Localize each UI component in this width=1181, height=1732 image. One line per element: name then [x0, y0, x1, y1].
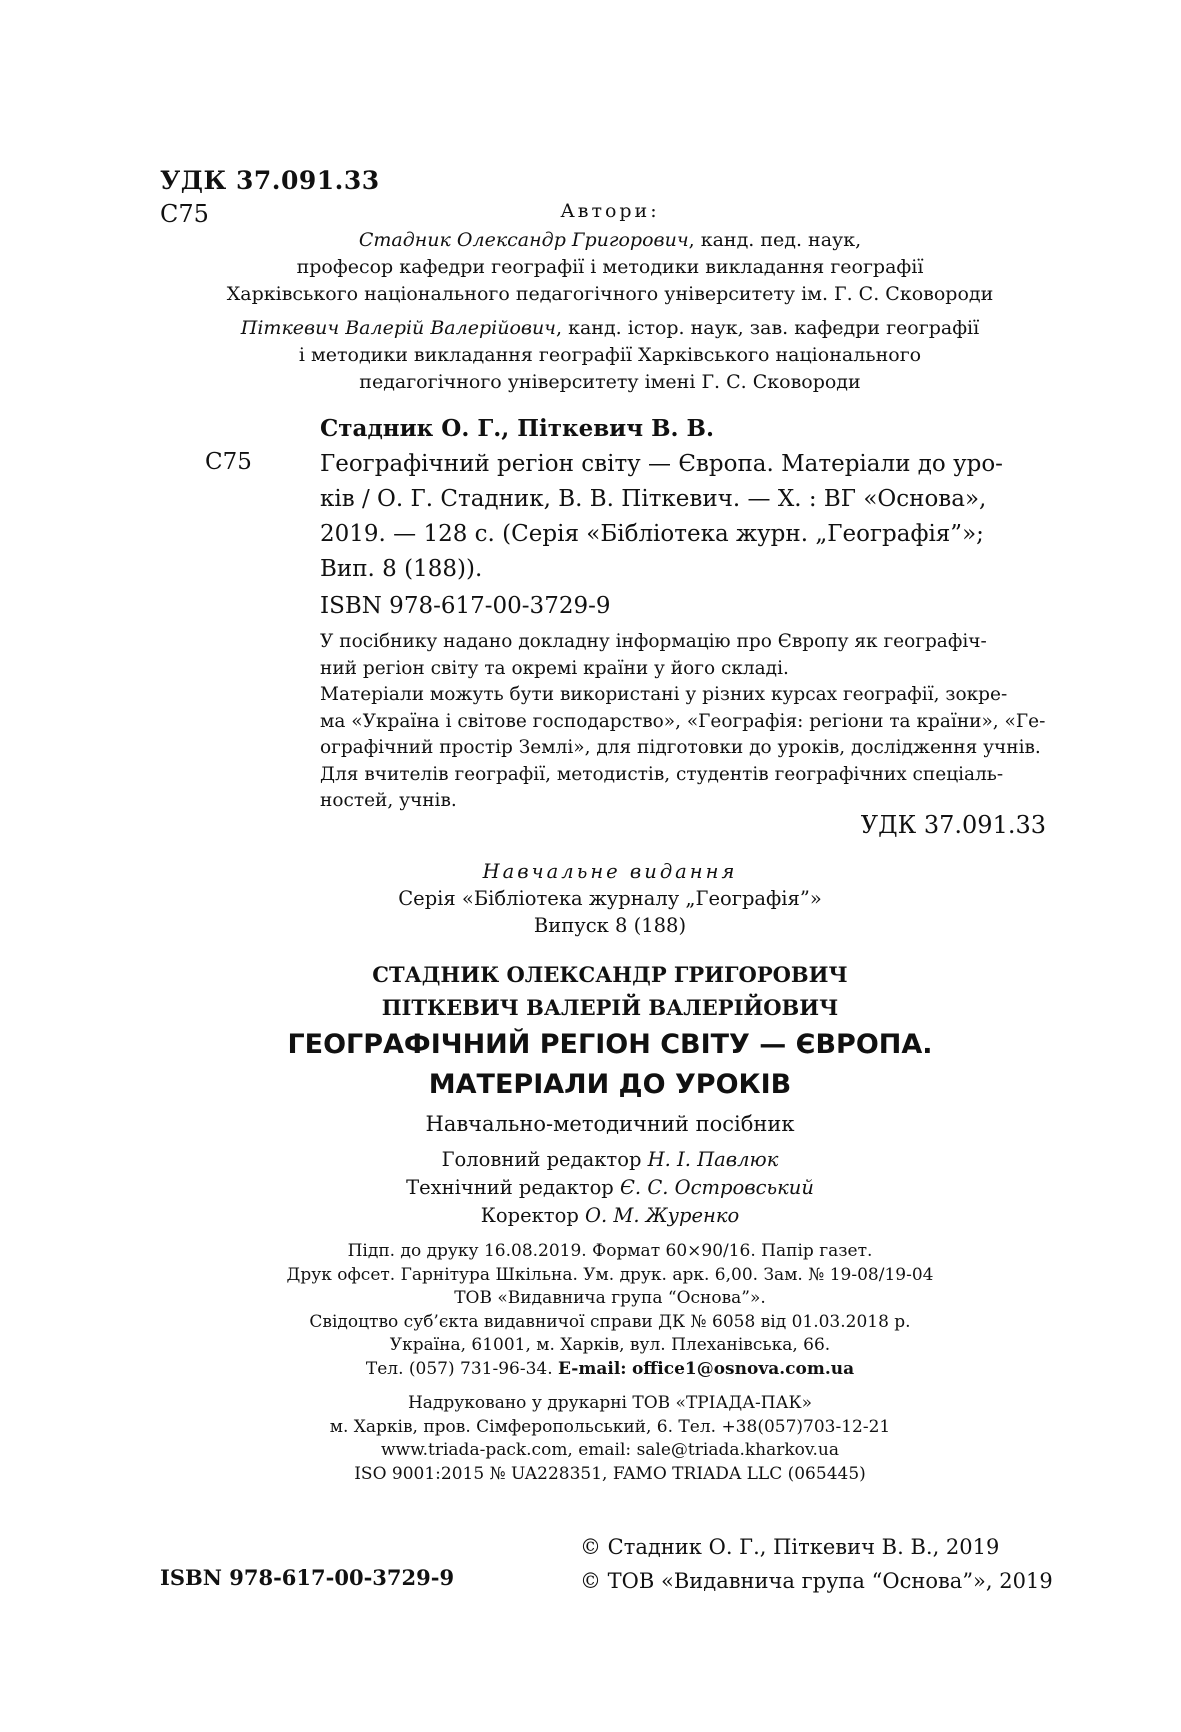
editor-line: [195, 1202, 1025, 1230]
book-type: Навчально-методичний посібник: [425, 1112, 795, 1136]
series-line: Серія «Бібліотека журналу „Географія”»: [398, 887, 822, 910]
isbn-bottom: ISBN 978-617-00-3729-9: [160, 1565, 455, 1590]
imprint-block: [195, 1240, 1025, 1381]
annotation-line: Матеріали можуть бути використані у різних курсах географії, зокре-: [320, 684, 1008, 705]
bib-description: [320, 447, 1045, 587]
bib-line: Географічний регіон світу — Європа. Матеріали до уро-: [320, 451, 1003, 477]
printer-line: Надруковано у друкарні ТОВ «ТРІАДА-ПАК»: [407, 1393, 813, 1413]
copyright-line: © Стадник О. Г., Піткевич В. В., 2019: [580, 1535, 1000, 1559]
author-mark-bib: С75: [205, 449, 252, 475]
author1-line3: Харківського національного педагогічного університету ім. Г. С. Сковороди: [226, 283, 994, 305]
edition-type: Навчальне видання: [482, 860, 738, 883]
copyright-block: [580, 1530, 1053, 1598]
editor-name: Н. І. Павлюк: [647, 1148, 779, 1171]
bib-line: Вип. 8 (188)).: [320, 556, 483, 582]
annotation-line: ностей, учнів.: [320, 790, 457, 811]
imprint-line: Підп. до друку 16.08.2019. Формат 60×90/16. Папір газет.: [347, 1241, 873, 1261]
author2-degree: , канд. істор. наук, зав. кафедри географії: [556, 317, 980, 339]
editor-line: [195, 1146, 1025, 1174]
isbn-bib: ISBN 978-617-00-3729-9: [320, 593, 611, 619]
printer-line: ISO 9001:2015 № UA228351, FAMO TRIADA LLC (065445): [354, 1463, 866, 1484]
editor-role: Коректор: [480, 1204, 579, 1227]
editor-name: Є. С. Островський: [620, 1176, 814, 1199]
authors-heading: Автори:: [560, 200, 660, 222]
authors-block: [195, 227, 1025, 396]
printer-line: www.triada-pack.com, email: sale@triada.kharkov.ua: [380, 1440, 839, 1460]
editor-name: О. М. Журенко: [585, 1204, 740, 1227]
printer-line: м. Харків, пров. Сімферопольський, 6. Тел. +38(057)703-12-21: [329, 1416, 891, 1437]
author-caps-line: ПІТКЕВИЧ ВАЛЕРІЙ ВАЛЕРІЙОВИЧ: [381, 995, 839, 1020]
author2-line2: і методики викладання географії Харківського національного: [298, 344, 922, 366]
author2-name: Піткевич Валерій Валерійович: [240, 317, 556, 339]
author1-line1: [195, 227, 1025, 254]
title-line: МАТЕРІАЛИ ДО УРОКІВ: [428, 1069, 792, 1100]
contact-line: [195, 1358, 1025, 1382]
editors-block: [195, 1146, 1025, 1230]
imprint-line: ТОВ «Видавнича група “Основа”».: [454, 1288, 766, 1308]
copyright-line: © ТОВ «Видавнича група “Основа”», 2019: [580, 1569, 1053, 1593]
author2-line1: [195, 315, 1025, 342]
annotation-line: ографічний простір Землі», для підготовки до уроків, дослідження учнів.: [320, 737, 1041, 758]
email-label: E-mail:: [558, 1358, 627, 1379]
series-block: [195, 858, 1025, 939]
issue-number: Випуск 8 (188): [533, 914, 687, 937]
editor-role: Головний редактор: [441, 1148, 642, 1171]
annotation-line: ний регіон світу та окремі країни у його складі.: [320, 657, 789, 679]
book-title: [195, 1025, 1025, 1105]
author-mark-top: С75: [160, 200, 209, 228]
author1-degree: , канд. пед. наук,: [688, 229, 862, 251]
bib-line: 2019. — 128 с. (Серія «Бібліотека журн. „Географія”»;: [320, 521, 984, 547]
email-address: office1@osnova.com.ua: [631, 1358, 855, 1379]
annotation-line: У посібнику надано докладну інформацію про Європу як географіч-: [320, 631, 987, 652]
author1-line2: професор кафедри географії і методики викладання географії: [296, 256, 924, 278]
annotation-line: ма «Україна і світове господарство», «Географія: регіони та країни», «Ге-: [320, 710, 1046, 732]
title-line: ГЕОГРАФІЧНИЙ РЕГІОН СВІТУ — ЄВРОПА.: [287, 1029, 933, 1060]
bib-authors-heading: Стадник О. Г., Піткевич В. В.: [320, 415, 714, 442]
imprint-line: Свідоцтво суб’єкта видавничої справи ДК № 6058 від 01.03.2018 р.: [309, 1311, 911, 1332]
annotation-line: Для вчителів географії, методистів, студентів географічних спеціаль-: [320, 763, 1004, 785]
author1-name: Стадник Олександр Григорович: [358, 229, 689, 251]
author-caps-line: СТАДНИК ОЛЕКСАНДР ГРИГОРОВИЧ: [372, 962, 848, 987]
printer-block: [195, 1392, 1025, 1486]
imprint-line: Друк офсет. Гарнітура Шкільна. Ум. друк. арк. 6,00. Зам. № 19-08/19-04: [286, 1264, 934, 1285]
udk-code-right: УДК 37.091.33: [860, 811, 1046, 839]
authors-caps-block: [195, 958, 1025, 1024]
bib-line: ків / О. Г. Стадник, В. В. Піткевич. — Х. : ВГ «Основа»,: [320, 486, 987, 512]
author2-line3: педагогічного університету імені Г. С. Сковороди: [359, 371, 861, 393]
annotation-block: [320, 629, 1045, 815]
editor-role: Технічний редактор: [406, 1176, 614, 1199]
phone-number: Тел. (057) 731-96-34.: [365, 1358, 553, 1379]
imprint-line: Україна, 61001, м. Харків, вул. Плеханівська, 66.: [389, 1335, 831, 1355]
udk-code-top: УДК 37.091.33: [160, 166, 380, 195]
editor-line: [195, 1174, 1025, 1202]
